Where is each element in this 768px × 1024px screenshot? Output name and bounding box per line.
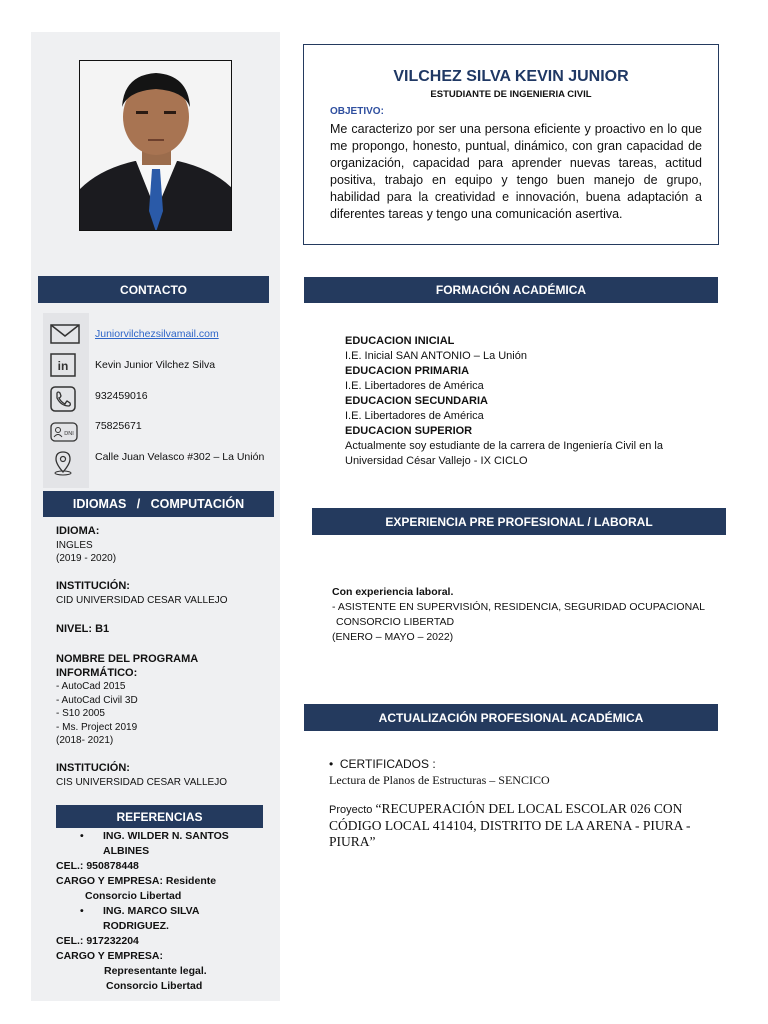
education-detail: Universidad César Vallejo - IX CICLO — [345, 455, 528, 467]
program-label-2: INFORMÁTICO: — [56, 666, 138, 679]
id-card-icon-text: DNI — [64, 431, 74, 437]
education-heading: EDUCACION INICIAL — [345, 335, 455, 347]
education-detail: Actualmente soy estudiante de la carrera de Ingeniería Civil en la — [345, 440, 663, 452]
education-detail: I.E. Libertadores de América — [345, 380, 484, 392]
contact-section-header — [38, 276, 269, 303]
institution-label: INSTITUCIÓN: — [56, 580, 130, 592]
education-detail: I.E. Libertadores de América — [345, 410, 484, 422]
education-heading: EDUCACION SECUNDARIA — [345, 395, 489, 407]
program-item: - AutoCad 2015 — [56, 681, 126, 692]
education-heading: EDUCACION SUPERIOR — [345, 425, 473, 437]
linkedin-name: Kevin Junior Vilchez Silva — [95, 359, 216, 371]
objective-text: Me caracterizo por ser una persona eficiente y proactivo en lo que me propongo, honesto, puntual, dinámico, con gran capacidad de organización, capacidad para aprender nuevas tareas, actitud positiva, trabajo en equipo y tengo buen manejo de grupo, habilidad para la creatividad e innovación, buena adaptación a diferentes tareas y tengo una comunicación asertiva. — [330, 122, 702, 221]
ref1-job-line1: CARGO Y EMPRESA: Residente — [56, 875, 217, 887]
ref2-name-line1: ING. MARCO SILVA — [103, 905, 200, 917]
location-pin-icon — [49, 449, 77, 482]
ref1-bullet: • — [80, 830, 84, 842]
certificates-label: CERTIFICADOS : — [339, 757, 436, 771]
education-title: FORMACIÓN ACADÉMICA — [435, 283, 587, 297]
project-prefix: Proyecto — [329, 804, 376, 816]
mail-icon — [49, 321, 81, 352]
software-institution-block — [56, 762, 227, 789]
education-heading: EDUCACION PRIMARIA — [345, 365, 470, 377]
program-label-1: NOMBRE DEL PROGRAMA — [56, 653, 199, 665]
experience-line: CONSORCIO LIBERTAD — [336, 616, 455, 628]
phone-number: 932459016 — [95, 390, 148, 402]
level-value: NIVEL: B1 — [56, 623, 110, 635]
languages-section-header — [43, 491, 274, 517]
experience-title: EXPERIENCIA PRE PROFESIONAL / LABORAL — [385, 514, 653, 529]
ref2-job-line1: CARGO Y EMPRESA: — [56, 950, 163, 962]
job-title: ESTUDIANTE DE INGENIERIA CIVIL — [430, 89, 592, 100]
references-section-header — [56, 805, 263, 828]
institution2-label: INSTITUCIÓN: — [56, 762, 130, 774]
institution-value: CID UNIVERSIDAD CESAR VALLEJO — [56, 594, 228, 606]
software-block — [56, 653, 198, 748]
experience-line: (ENERO – MAYO – 2022) — [332, 631, 454, 643]
ref1-job-line2: Consorcio Libertad — [85, 890, 182, 902]
experience-line: - ASISTENTE EN SUPERVISIÓN, RESIDENCIA, SEGURIDAD OCUPACIONAL — [332, 601, 706, 613]
ref2-bullet: • — [80, 905, 84, 917]
dni-number: 75825671 — [95, 420, 142, 432]
phone-icon — [49, 386, 77, 417]
ref2-job-line2: Representante legal. — [104, 965, 207, 977]
experience-section-header — [312, 508, 726, 535]
language-institution-block — [56, 580, 228, 607]
education-detail: I.E. Inicial SAN ANTONIO – La Unión — [345, 350, 527, 362]
certificates-label-row — [329, 757, 719, 771]
ref1-name-line2: ALBINES — [103, 845, 150, 857]
idioma-years: (2019 - 2020) — [56, 553, 117, 564]
education-list — [345, 334, 715, 469]
language-block — [56, 525, 116, 566]
project-block — [329, 801, 719, 850]
languages-title: IDIOMAS / COMPUTACIÓN — [72, 497, 245, 511]
education-section-header — [304, 277, 718, 303]
profile-photo-image — [80, 61, 232, 231]
experience-block — [332, 585, 722, 645]
bullet: • — [329, 757, 340, 771]
address: Calle Juan Velasco #302 – La Unión — [95, 451, 265, 463]
id-card-icon — [49, 421, 79, 448]
idioma-label: IDIOMA: — [56, 525, 100, 537]
linkedin-icon-text: in — [57, 359, 69, 373]
profile-photo — [79, 60, 232, 231]
program-item: - AutoCad Civil 3D — [56, 694, 138, 706]
certificate-item: Lectura de Planos de Estructuras – SENCICO — [329, 773, 550, 787]
idioma-value: INGLES — [56, 539, 93, 551]
project-text: “RECUPERACIÓN DEL LOCAL ESCOLAR 026 CON CÓDIGO LOCAL 414104, DISTRITO DE LA ARENA - PIURA - PIURA” — [329, 801, 691, 849]
full-name: VILCHEZ SILVA KEVIN JUNIOR — [393, 68, 629, 85]
updates-section-header — [304, 704, 718, 731]
program-item: - S10 2005 — [56, 708, 105, 719]
linkedin-icon — [49, 353, 77, 382]
email-link[interactable]: Juniorvilchezsilvamail.com — [95, 328, 219, 340]
ref2-job-line3: Consorcio Libertad — [106, 980, 203, 992]
institution2-value: CIS UNIVERSIDAD CESAR VALLEJO — [56, 776, 227, 788]
experience-heading: Con experiencia laboral. — [332, 586, 454, 598]
updates-title: ACTUALIZACIÓN PROFESIONAL ACADÉMICA — [378, 710, 644, 725]
ref2-phone: CEL.: 917232204 — [56, 935, 139, 947]
references-title: REFERENCIAS — [116, 809, 203, 824]
ref1-name-line1: ING. WILDER N. SANTOS — [103, 830, 229, 842]
program-item: - Ms. Project 2019 — [56, 721, 138, 733]
program-years: (2018- 2021) — [56, 735, 114, 746]
objective-label: OBJETIVO: — [330, 106, 384, 117]
level-block — [56, 623, 109, 637]
contact-title: CONTACTO — [120, 282, 187, 297]
ref2-name-line2: RODRIGUEZ. — [103, 920, 169, 932]
ref1-phone: CEL.: 950878448 — [56, 860, 139, 872]
